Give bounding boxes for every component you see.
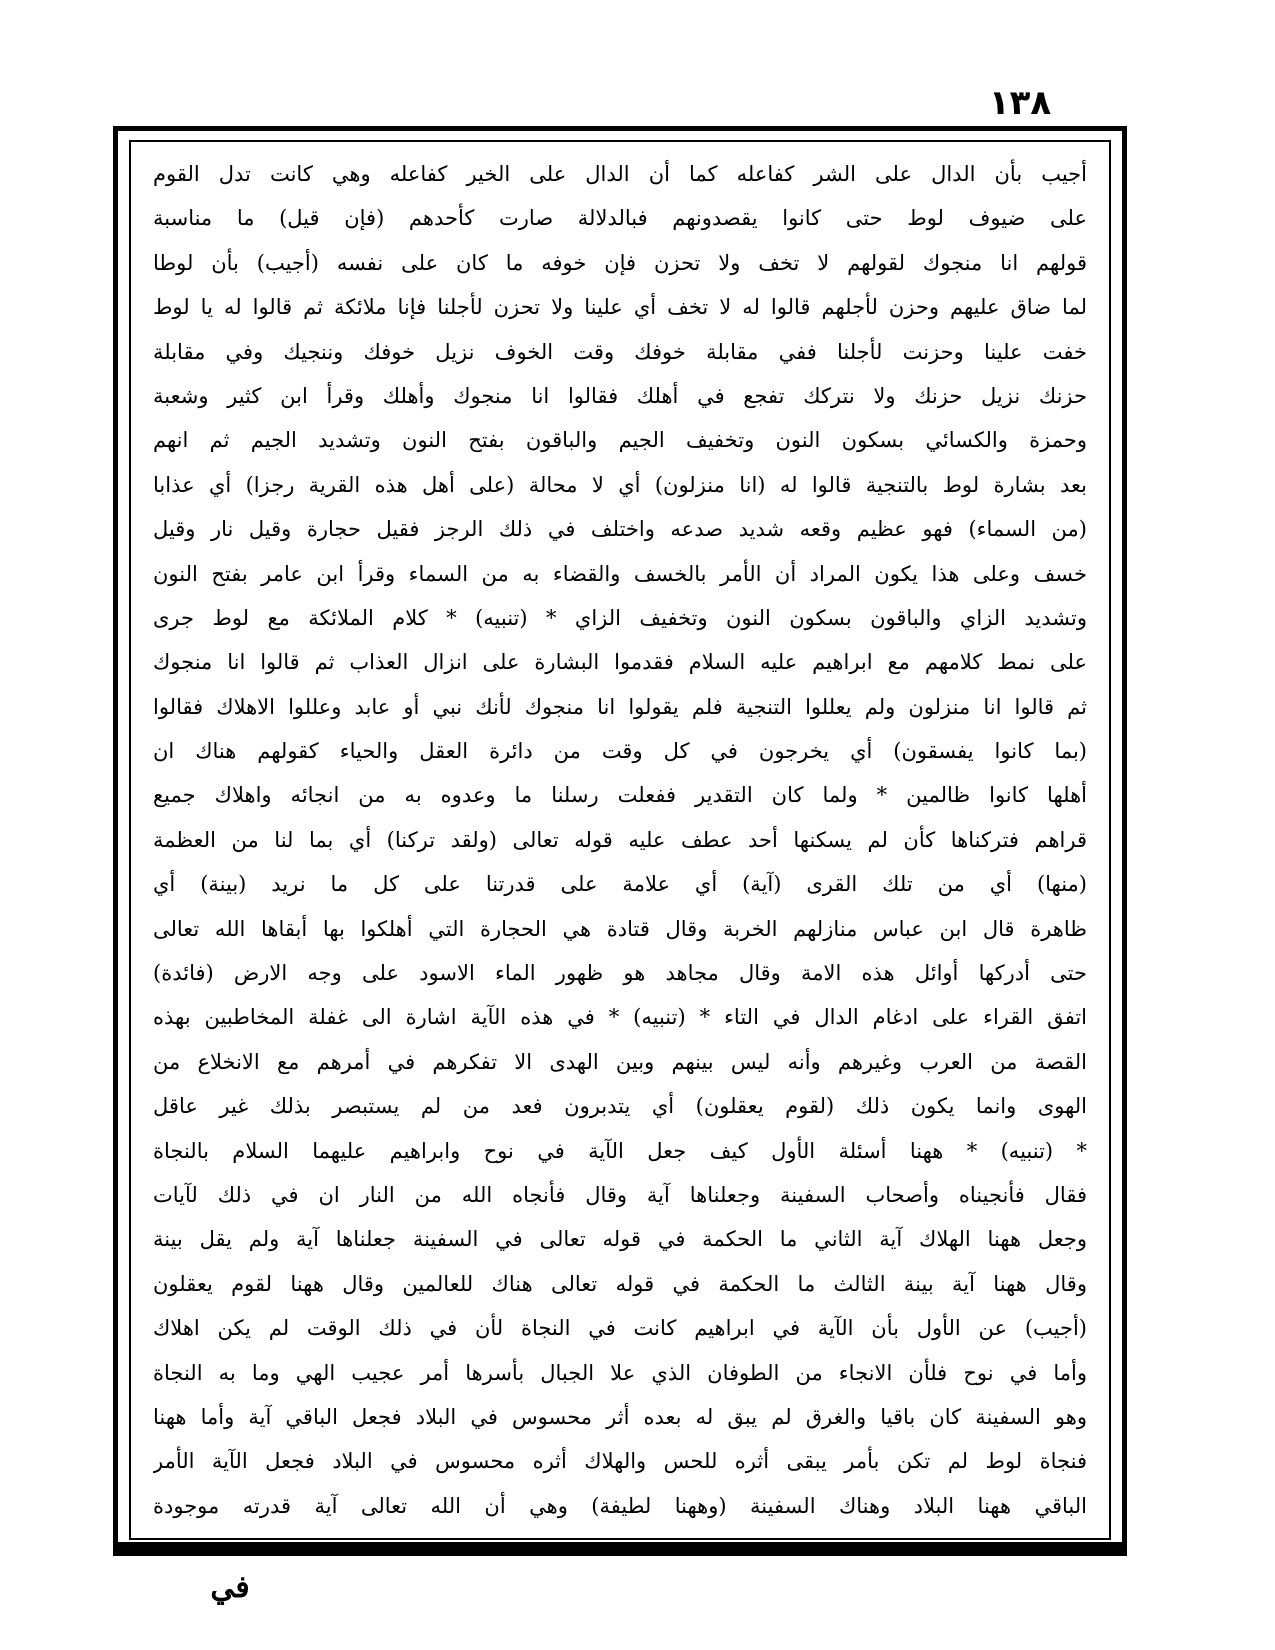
text-line: قولهم انا منجوك لقولهم لا تخف ولا تحزن فإن خوفه ما كان على نفسه (أجيب) بأن لوطا (153, 250, 1087, 275)
text-line: لما ضاق عليهم وحزن لأجلهم قالوا له لا تخف أي علينا ولا تحزن لأجلنا فإنا ملائكة ثم قالوا له يا لوط (153, 295, 1087, 320)
text-line: الباقي ههنا البلاد وهناك السفينة (وههنا لطيفة) وهي أن الله تعالى آية قدرته موجودة (153, 1493, 1087, 1518)
text-line: * (تنبيه) * ههنا أسئلة الأول كيف جعل الآية في نوح وابراهيم عليهما السلام بالنجاة (153, 1138, 1087, 1163)
frame-bottom-rule (118, 1542, 1122, 1551)
text-line: فقال فأنجيناه وأصحاب السفينة وجعلناها آية وقال فأنجاه الله من النار ان في ذلك لآيات (153, 1182, 1087, 1207)
text-line: خفت علينا وحزنت لأجلنا ففي مقابلة خوفك وقت الخوف نزيل خوفك وننجيك وفي مقابلة (153, 339, 1087, 364)
page-frame-inner (129, 140, 1111, 1540)
text-line: فنجاة لوط لم تكن بأمر يبقى أثره للحس والهلاك أثره محسوس في البلاد فجعل الآية الأمر (153, 1449, 1087, 1474)
text-line: وأما في نوح فلأن الانجاء من الطوفان الذي علا الجبال بأسرها أمر عجيب الهي وما به النجاة (153, 1360, 1087, 1385)
text-line: على نمط كلامهم مع ابراهيم عليه السلام فقدموا البشارة على انزال العذاب ثم قالوا انا منجوك (153, 650, 1087, 675)
text-block (153, 152, 1087, 1518)
text-line: اتفق القراء على ادغام الدال في التاء * (تنبيه) * في هذه الآية اشارة الى غفلة المخاطبين بهذه (153, 1005, 1087, 1030)
catchword: في (210, 1570, 250, 1605)
text-line: (من السماء) فهو عظيم وقعه شديد صدعه واختلف في ذلك الرجز فقيل حجارة وقيل نار وقيل (153, 517, 1087, 542)
text-line: وجعل ههنا الهلاك آية الثاني ما الحكمة في قوله تعالى في السفينة جعلناها آية ولم يقل بينة (153, 1227, 1087, 1252)
text-line: بعد بشارة لوط بالتنجية قالوا له (انا منزلون) أي لا محالة (على أهل هذه القرية رجزا) أي عذابا (153, 472, 1087, 497)
text-line: القصة من العرب وغيرهم وأنه ليس بينهم وبين الهدى الا تفكرهم في أمرهم مع الانخلاع من (153, 1049, 1087, 1074)
text-line: الهوى وانما يكون ذلك (لقوم يعقلون) أي يتدبرون فعد من لم يستبصر بذلك غير عاقل (153, 1094, 1087, 1119)
text-line: وتشديد الزاي والباقون بسكون النون وتخفيف الزاي * (تنبيه) * كلام الملائكة مع لوط جرى (153, 605, 1087, 630)
text-line: حزنك نزيل حزنك ولا نتركك تفجع في أهلك فقالوا انا منجوك وأهلك وقرأ ابن كثير وشعبة (153, 383, 1087, 408)
text-line: (بما كانوا يفسقون) أي يخرجون في كل وقت من دائرة العقل والحياء كقولهم هناك ان (153, 739, 1087, 764)
text-line: (أجيب) عن الأول بأن الآية في ابراهيم كانت في النجاة لأن في ذلك الوقت لم يكن اهلاك (153, 1316, 1087, 1341)
text-line: وهو السفينة كان باقيا والغرق لم يبق له بعده أثر محسوس في البلاد فجعل الباقي آية وأما ههنا (153, 1404, 1087, 1429)
text-line: قراهم فتركناها كأن لم يسكنها أحد عطف عليه قوله تعالى (ولقد تركنا) أي بما لنا من العظمة (153, 827, 1087, 852)
page-number: ١٣٨ (988, 83, 1052, 123)
text-line: أجيب بأن الدال على الشر كفاعله كما أن الدال على الخير كفاعله وهي كانت تدل القوم (153, 162, 1087, 186)
text-line: ظاهرة قال ابن عباس منازلهم الخربة وقال قتادة هي الحجارة التي أهلكوا بها أبقاها الله تعالى (153, 916, 1087, 941)
page-frame (113, 126, 1127, 1556)
text-line: وقال ههنا آية بينة الثالث ما الحكمة في قوله تعالى هناك للعالمين وقال ههنا لقوم يعقلون (153, 1271, 1087, 1296)
text-line: (منها) أي من تلك القرى (آية) أي علامة على قدرتنا على كل ما نريد (بينة) أي (153, 872, 1087, 897)
text-line: ثم قالوا انا منزلون ولم يعللوا التنجية فلم يقولوا انا منجوك لأنك نبي أو عابد وعللوا الاهلاك فقالوا (153, 694, 1087, 719)
text-line: حتى أدركها أوائل هذه الامة وقال مجاهد هو ظهور الماء الاسود على وجه الارض (فائدة) (153, 961, 1087, 986)
text-line: وحمزة والكسائي بسكون النون وتخفيف الجيم والباقون بفتح النون وتشديد الجيم ثم انهم (153, 428, 1087, 453)
text-line: أهلها كانوا ظالمين * ولما كان التقدير ففعلت رسلنا ما وعدوه به من انجائه واهلاك جميع (153, 783, 1087, 808)
text-line: خسف وعلى هذا يكون المراد أن الأمر بالخسف والقضاء به من السماء وقرأ ابن عامر بفتح النون (153, 561, 1087, 586)
text-line: على ضيوف لوط حتى كانوا يقصدونهم فبالدلالة صارت كأحدهم (فإن قيل) ما مناسبة (153, 206, 1087, 231)
